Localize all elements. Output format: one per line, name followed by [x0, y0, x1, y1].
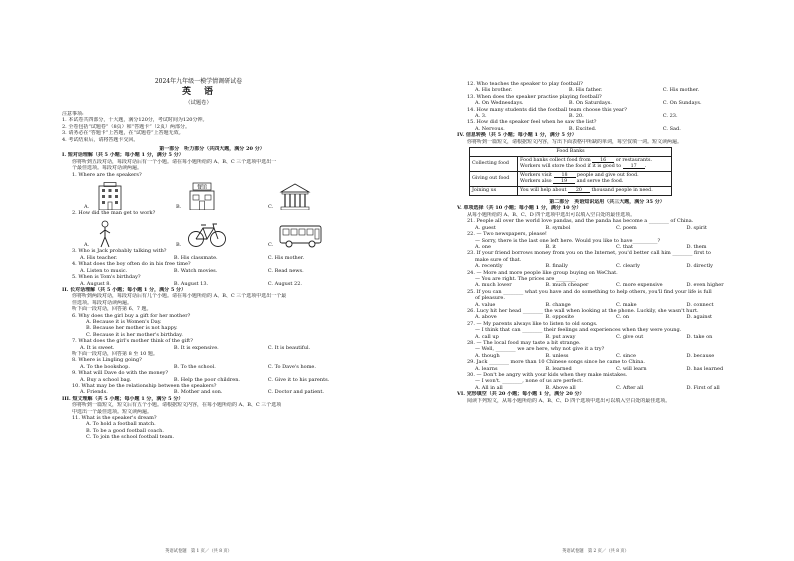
question-9: 9. What will Dave do with the money? [72, 370, 169, 377]
sec2-instructions: 佳选项。每段对话读两遍。 [72, 299, 133, 306]
option-a-picture [84, 220, 176, 248]
question-28: 28. — The local food may taste a bit strange. [467, 340, 581, 346]
question-27: — I think that can ________ their feelings and experiences when they were young. [475, 327, 682, 334]
question-4: 4. What does the boy often do in his free time? [72, 261, 191, 268]
cell-text: Workers will store the food if it is good to [520, 164, 622, 170]
sec1-title: I. 短对话理解（共 5 小题；每小题 1 分，满分 5 分） [62, 152, 184, 159]
option: A. Friends. [80, 389, 108, 396]
option: A. 3. [475, 113, 487, 120]
note-item: 4. 考试结束后，请将答题卡交回。 [62, 136, 139, 143]
option: C. Doctor and patient. [267, 389, 324, 396]
row-label: Joining us [470, 187, 518, 196]
option: B. His father. [568, 87, 603, 94]
question-7: 7. What does the girl's mother think of the gift? [72, 338, 193, 345]
option: A. guest [475, 224, 496, 231]
option: D. take on [686, 333, 713, 340]
option: A. learns [475, 365, 498, 372]
page-1-footer: 英语试卷题 第 1 页／（共 8 页） [165, 549, 232, 554]
question-15: 15. How did the speaker feel when he saw the list? [467, 119, 597, 126]
option: C. August 22. [267, 280, 302, 287]
bus-icon [279, 224, 323, 248]
question-30: — I won't. ________, none of us are perfect. [475, 378, 583, 385]
option: A. much lower [475, 282, 512, 289]
cell-text: Workers visit [520, 173, 552, 179]
option: B. much cheaper [545, 282, 589, 289]
question-23-options [457, 263, 757, 269]
question-3: 3. Who is Jack probably talking with? [72, 248, 167, 255]
option: D. First of all [686, 384, 720, 391]
question-24-options [457, 282, 757, 288]
option: C. clearly [616, 263, 640, 270]
option-label: B. [176, 203, 182, 210]
office-building-icon [95, 182, 125, 210]
option: A. one [475, 243, 491, 250]
question-8: 8. Where is Lingling going? [72, 357, 142, 364]
question-10: 10. What may be the relationship between the speakers? [72, 383, 217, 389]
option: C. Because it is her mother's birthday. [86, 331, 183, 338]
option: C. since [616, 352, 636, 359]
exam-subtitle: （试题卷） [185, 100, 212, 106]
option: A. To hold a football match. [86, 421, 156, 428]
option: B. symbol [545, 224, 571, 231]
cell-text: You will help about [520, 188, 567, 194]
option: C. His mother. [662, 87, 700, 94]
option: B. it [545, 243, 556, 250]
option: A. value [475, 301, 496, 308]
blank-19[interactable]: 19 [553, 179, 575, 184]
blank-18[interactable]: 18 [554, 173, 576, 178]
table-title: Food Banks [470, 148, 672, 157]
question-1-pictures [62, 178, 362, 210]
option: A. Buy a school bag. [80, 376, 132, 383]
question-28: — Well, ________ we are here, why not give it a try? [475, 346, 605, 353]
option: B. learned [545, 365, 572, 372]
option-b-picture [176, 182, 268, 210]
question-21: 21. People all over the world love pandas, and the panda has become a ________ of China. [467, 218, 694, 225]
option-label: C. [268, 203, 274, 210]
question-5: 5. When is Tom's birthday? [72, 274, 141, 281]
question-24: — You are right. The prices are ________. [475, 275, 578, 282]
option: A. To the bookshop. [80, 363, 130, 370]
question-23: 23. If your friend borrows money from you on the Internet, you'd better call him ________ first to [467, 250, 711, 257]
exam-title: 2024年九年级一模学情调研试卷 [154, 78, 243, 85]
row-content [518, 172, 672, 187]
option-label: A. [84, 242, 90, 249]
option: C. make [616, 301, 637, 308]
option: C. After all [616, 384, 644, 391]
sec2-lead: 听下面一段对话，回答第 8 至 10 题。 [72, 350, 158, 357]
option: A. It is sweet. [80, 344, 115, 351]
row-content [518, 157, 672, 172]
option: C. more expensive [616, 282, 663, 289]
cell-text: . [644, 164, 647, 170]
option: B. Above all [545, 384, 576, 391]
question-30: 30. — Don't be angry with your kids when they make mistakes. [467, 372, 628, 379]
sec3-title: III. 短文理解（共 5 小题；每小题 1 分，满分 5 分） [62, 395, 184, 402]
option: C. To join the school football team. [86, 434, 175, 441]
note-item: 1. 本试卷共四部分，十大题，满分120分，考试时间为120分钟。 [62, 117, 208, 124]
question-29: 29. Jack ________ more than 10 Chinese songs since he came to China. [467, 359, 645, 366]
option-c-picture [268, 224, 360, 248]
option: C. On Sundays. [662, 100, 702, 107]
option: B. Mother and son. [173, 389, 223, 396]
page-1-column [62, 111, 362, 441]
sec2-title: II. 长对话理解（共 5 小题；每小题 1 分，满分 5 分） [62, 286, 187, 293]
sec1-instructions: 你将听到五段对话，每段对话后有一个小题。请在每小题所给的 A、B、C 三个选项中选出一 [72, 158, 277, 165]
notes-heading: 注意事项: [62, 111, 84, 117]
option: C. on [616, 314, 630, 321]
note-item: 2. 全卷包括“试题卷”（8页）和“答题卡”（2页）两部分。 [62, 123, 190, 130]
question-22: 22. — Two newspapers, please! [467, 231, 547, 238]
option: B. change [545, 301, 571, 308]
page-2-column [457, 81, 757, 404]
option: B. unless [545, 352, 569, 359]
question-11: 11. What is the speaker's dream? [72, 415, 157, 422]
option: B. Help the poor children. [173, 376, 241, 383]
cell-text: or restaurants. [615, 158, 653, 164]
option: B. It is expensive. [173, 344, 219, 351]
sec4-title: IV. 信息转换（共 5 小题；每小题 1 分，满分 5 分） [457, 132, 577, 139]
page-2 [397, 0, 794, 561]
option: B. Because her mother is not happy. [86, 325, 178, 332]
option: B. To be a good football coach. [86, 427, 164, 434]
row-label: Giving out food [470, 172, 518, 187]
question-12: 12. Who teaches the speaker to play football? [467, 81, 583, 87]
food-banks-table [469, 147, 672, 196]
option: B. finally [545, 263, 568, 270]
option-label: C. [268, 242, 274, 249]
row-content [518, 187, 672, 196]
cell-text: and serve the food. [576, 179, 624, 185]
blank-17[interactable]: 17 [623, 164, 645, 169]
question-12-options [457, 87, 757, 93]
question-22: — Sorry, there is the last one left here. Would you like to have__________? [475, 237, 661, 244]
option: B. To the school. [173, 363, 216, 370]
question-26-options [457, 314, 757, 320]
option: D. directly [686, 263, 713, 270]
option-label: B. [176, 242, 182, 249]
question-27: 27. — My parents always like to listen to old songs. [467, 320, 598, 327]
option: B. His classmate. [173, 254, 218, 261]
option: C. poem [616, 224, 637, 231]
option: A. Because it is Women's Day. [86, 318, 162, 325]
option: A. All in all [475, 384, 503, 391]
option: C. 23. [662, 113, 678, 120]
question-26: 26. Lucy hit her head ________ the wall when looking at the phone. Luckily, she wasn't hurt. [467, 307, 699, 314]
option: D. because [686, 352, 715, 359]
question-5-options [62, 281, 362, 287]
sec5-instructions: 从每小题所给的 A、B、C、D 四个选项中选出可以填入空白处的最佳选项。 [467, 211, 636, 218]
museum-icon [279, 182, 311, 210]
walking-person-icon [95, 220, 115, 248]
option: A. His brother. [475, 87, 513, 94]
question-13: 13. When does the speaker practise playing football? [467, 93, 602, 100]
exam-subject: 英 语 [181, 87, 215, 97]
option: A. On Wednesdays. [475, 100, 524, 107]
option: A. Listen to music. [80, 267, 128, 274]
option: A. Nervous. [475, 125, 505, 132]
option: B. August 13. [173, 280, 209, 287]
option-c-picture [268, 182, 360, 210]
blank-20[interactable]: 20 [568, 188, 590, 193]
restaurant-sign: 餐馆 [197, 184, 208, 191]
option: D. even higher [686, 282, 724, 289]
question-2: 2. How did the man get to work? [72, 210, 156, 217]
question-2-pictures [62, 216, 362, 248]
note-item: 3. 请务必在“答题卡”上答题，在“试题卷”上答题无效。 [62, 130, 184, 137]
sec3-instructions: 你将听到一篇短文，短文后有五个小题。请根据短文内容，在每小题所给的 A、B、C 三个选项 [72, 402, 282, 409]
question-24: 24. — More and more people like group buying on WeChat. [467, 269, 618, 276]
option: B. Excited. [568, 125, 597, 132]
option: C. To Dave's home. [267, 363, 316, 370]
part2-title: 第二部分 英语知识运用（共三大题，满分 35 分） [549, 199, 665, 206]
row-label: Collecting food [470, 157, 518, 172]
question-10-options [62, 389, 362, 395]
option: A. though [475, 352, 500, 359]
question-1: 1. Where are the speakers? [72, 171, 142, 178]
option: B. 20. [568, 113, 584, 120]
option: A. recently [475, 263, 503, 270]
restaurant-icon [187, 182, 217, 210]
option: A. His teacher. [80, 254, 118, 261]
option: B. opposite [545, 314, 574, 321]
cell-text: Food banks collect food from [520, 158, 591, 164]
option: A. call up [475, 333, 499, 340]
option: C. It is beautiful. [267, 344, 311, 351]
question-6: 6. Why does the girl buy a gift for her mother? [72, 312, 191, 319]
blank-16[interactable]: 16 [592, 158, 614, 163]
option: A. above [475, 314, 497, 321]
page-2-footer: 英语试卷题 第 2 页／（共 8 页） [562, 549, 629, 554]
option: C. that [616, 243, 634, 250]
table-row [470, 172, 672, 187]
option: C. give out [616, 333, 644, 340]
part1-title: 第一部分 听力部分（共四大题，满分 20 分） [159, 146, 265, 153]
cell-text: Workers also [520, 179, 552, 185]
option: D. spirit [686, 224, 707, 231]
option: C. will learn [616, 365, 647, 372]
option: C. Read news. [267, 267, 304, 274]
sec6-instructions: 阅读下列短文，从每小题所给的 A、B、C、D 四个选项中选出可以填入空白处的最佳选项。 [467, 397, 671, 404]
cell-text: people and give out food. [577, 173, 639, 179]
table-row [470, 187, 672, 196]
question-25: 25. If you can ________ what you have and do something to help others, you'll find your life is full [467, 288, 712, 295]
sec3-instructions: 中选出一个最佳选项。短文读两遍。 [72, 408, 153, 415]
sec6-title: VI. 完形填空（共 20 小题；每小题 1 分，满分 20 分） [457, 391, 585, 398]
option-a-picture [84, 182, 176, 210]
bicycle-icon [187, 222, 227, 248]
option: D. has learned [686, 365, 724, 372]
option: A. August 8. [80, 280, 111, 287]
sec2-instructions: 你将听到两段对话，每段对话后有几个小题。请在每小题所给的 A、B、C 三个选项中选出一个最 [72, 293, 287, 300]
option: B. Watch movies. [173, 267, 218, 274]
option: D. connect [686, 301, 714, 308]
option-b-picture [176, 222, 268, 248]
question-23: make sure of that. [475, 256, 522, 263]
sec4-instructions: 你将听到一篇短文，请根据短文内容，写出下面表格中所缺的单词，每空仅填一词。短文读两遍。 [467, 138, 683, 145]
question-13-options [457, 100, 757, 106]
question-25: of pleasure. [475, 295, 505, 302]
cell-text: thousand people in need. [591, 188, 653, 194]
option: D. them [686, 243, 707, 250]
sec1-instructions: 个最佳选项。每段对话读两遍。 [72, 165, 143, 172]
question-14: 14. How many students did the football team choose this year? [467, 106, 627, 113]
option: D. against [686, 314, 713, 321]
option: C. Sad. [662, 125, 681, 132]
option: B. On Saturdays. [568, 100, 612, 107]
option: B. put away [545, 333, 576, 340]
sec2-lead: 听下面一段对话，回答第 6、7 题。 [72, 306, 152, 313]
sec5-title: V. 单项选择（共 10 小题；每小题 1 分，满分 10 分） [457, 205, 582, 212]
option-label: A. [84, 203, 90, 210]
option: C. Give it to his parents. [267, 376, 330, 383]
table-row [470, 157, 672, 172]
option: C. His mother. [267, 254, 305, 261]
